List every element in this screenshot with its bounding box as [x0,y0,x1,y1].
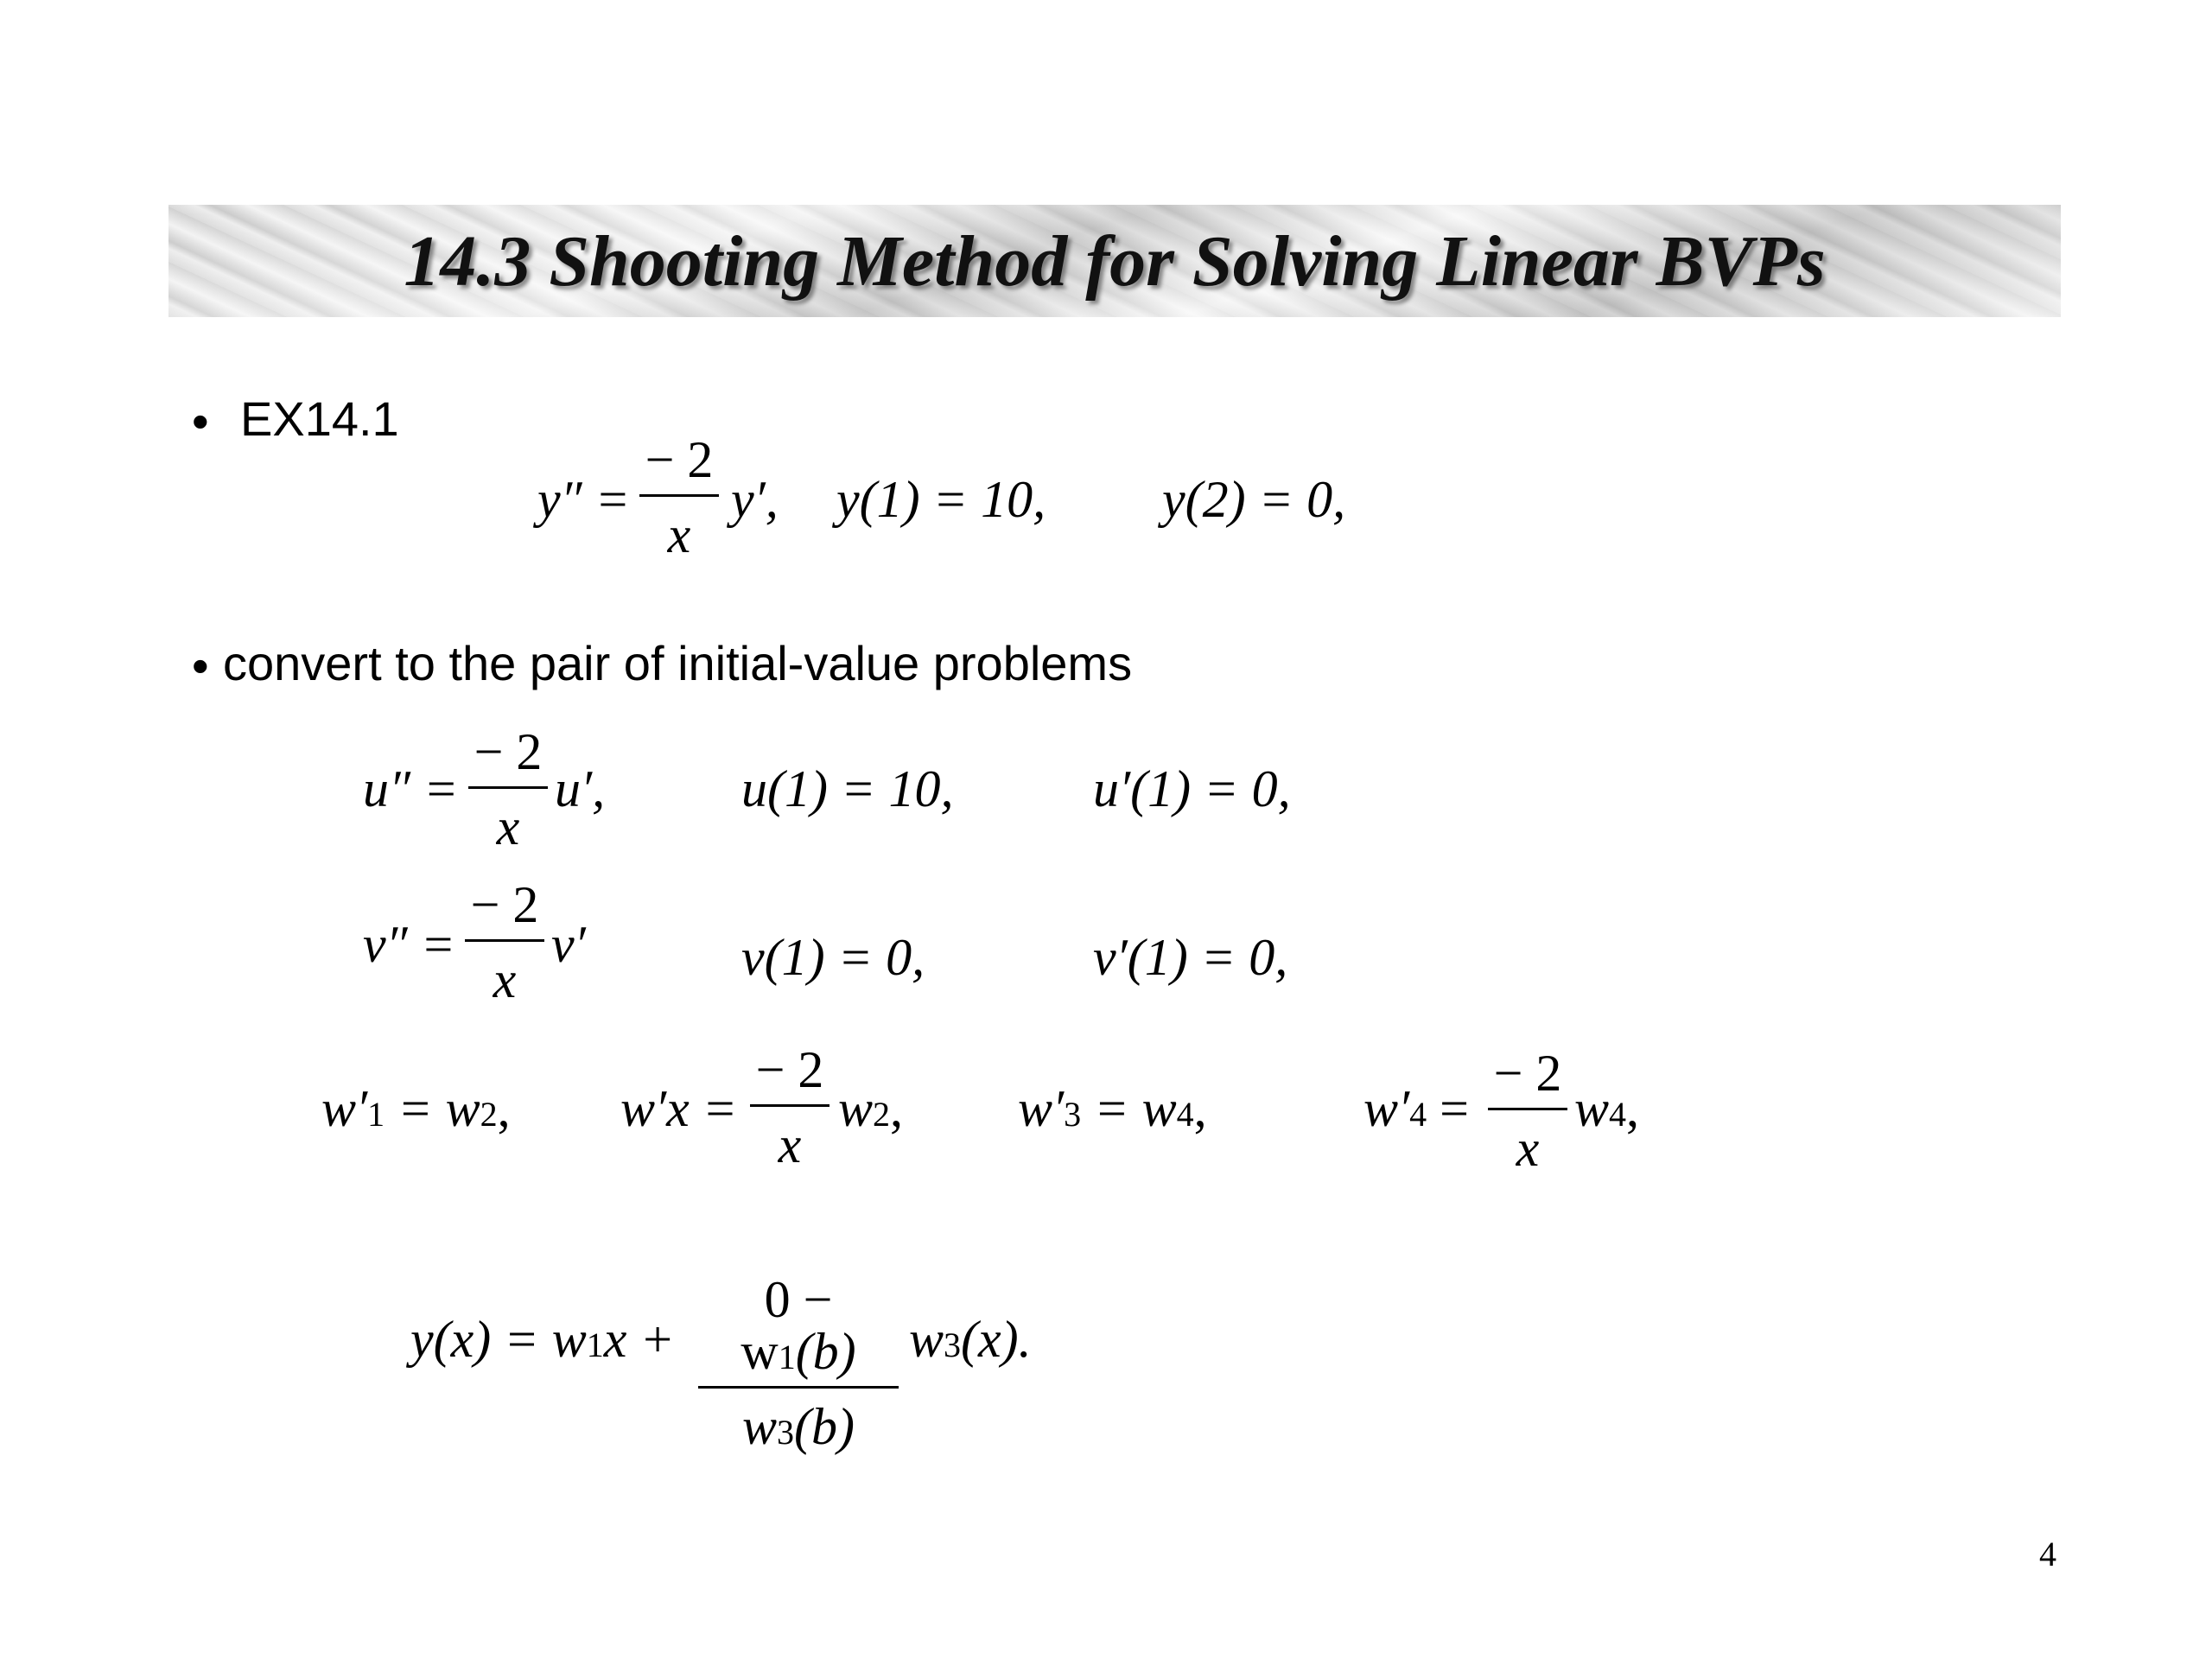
page-number: 4 [2039,1535,2056,1573]
fraction-numerator: − 2 [1493,1045,1562,1102]
fraction-numerator: − 2 [755,1041,824,1098]
system-eq-2-lhs: w′x = [620,1080,738,1137]
system-eq-4-rhs: w4, [1574,1080,1640,1137]
bullet-marker: • [192,394,209,448]
system-eq-2-rhs: w2, [838,1080,904,1137]
eq-lhs: v″ = [363,916,456,973]
fraction-denominator: x [493,951,517,1008]
fraction [468,723,548,855]
bullet-label-example: EX14.1 [240,391,399,446]
fraction-denominator: x [496,798,520,855]
initial-condition-2: v′(1) = 0, [1093,929,1288,986]
fraction [750,1041,830,1173]
fraction-numerator: − 2 [474,723,543,780]
initial-condition-1: v(1) = 0, [741,929,925,986]
boundary-condition-2: y(2) = 0, [1162,471,1346,528]
bullet-marker: • [192,639,209,693]
title-banner [168,205,2061,317]
eq-rhs: y′, [731,471,779,528]
fraction-denominator: w3(b) [742,1398,855,1455]
fraction-denominator: x [1516,1120,1540,1177]
fraction [1488,1045,1567,1177]
fraction-numerator: − 2 [645,431,714,488]
fraction-denominator: x [667,506,691,563]
solution-lhs: y(x) = w1x + [410,1311,675,1368]
system-eq-1: w′1 = w2, [321,1080,511,1137]
fraction [698,1271,899,1455]
fraction-numerator: 0 − w1(b) [741,1271,856,1380]
fraction [639,431,719,563]
fraction-denominator: x [778,1116,802,1173]
eq-lhs: u″ = [363,760,459,817]
initial-condition-2: u′(1) = 0, [1093,760,1291,817]
initial-condition-1: u(1) = 10, [741,760,954,817]
fraction-numerator: − 2 [470,876,539,933]
system-eq-3: w′3 = w4, [1018,1080,1207,1137]
system-eq-4-lhs: w′4 = [1363,1080,1469,1137]
eq-lhs: y″ = [537,471,631,528]
solution-rhs: w3(x). [909,1311,1032,1368]
boundary-condition-1: y(1) = 10, [836,471,1046,528]
slide-title: 14.3 Shooting Method for Solving Linear BVPs [404,220,1826,302]
fraction [465,876,544,1008]
eq-rhs: v′ [551,916,586,973]
eq-rhs: u′, [555,760,606,817]
bullet-label-convert: convert to the pair of initial-value problems [223,636,1133,690]
